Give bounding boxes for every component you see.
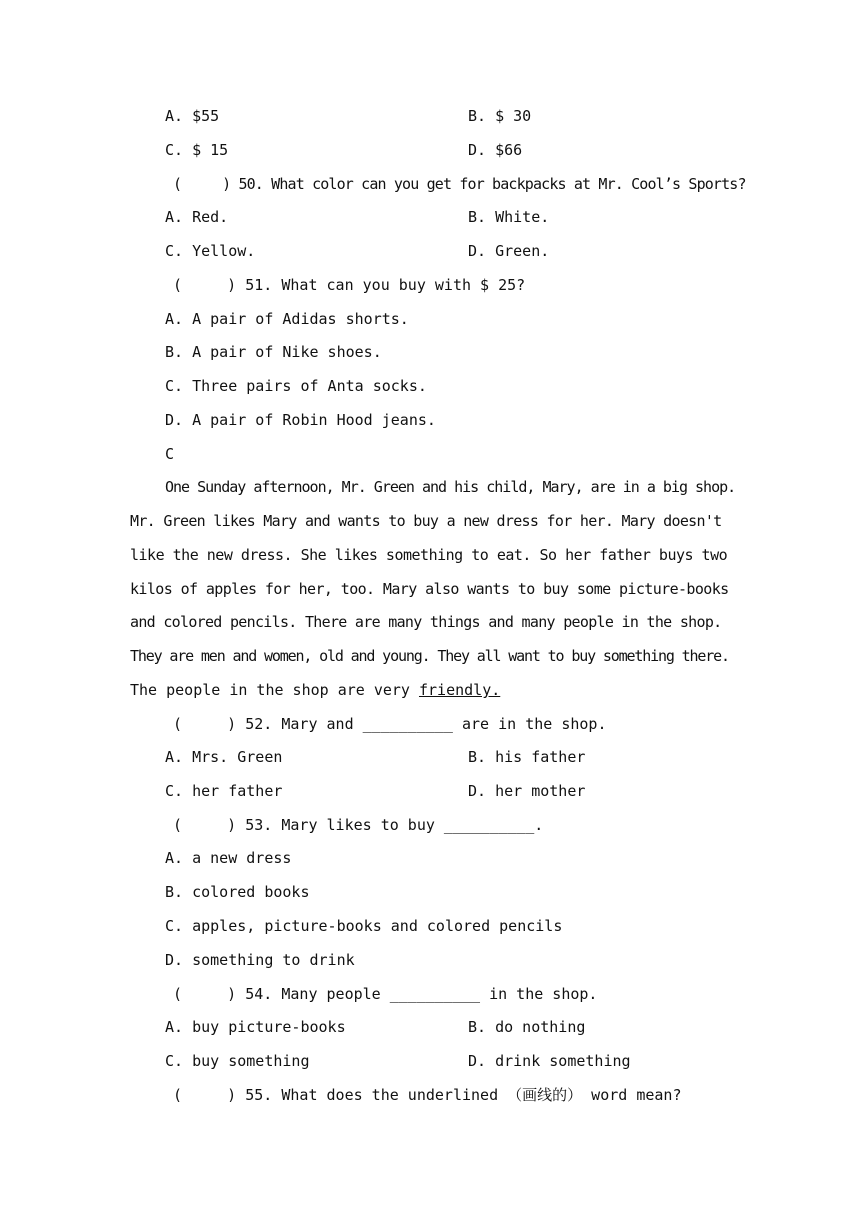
q53-question: ( ) 53. Mary likes to buy __________. [173, 816, 544, 834]
q52-option-b: B. his father [468, 748, 586, 766]
q53-option-d: D. something to drink [165, 951, 355, 969]
q53-option-b: B. colored books [165, 883, 310, 901]
q50-option-d: D. Green. [468, 242, 550, 260]
q51-option-b: B. A pair of Nike shoes. [165, 343, 382, 361]
q51-question: ( ) 51. What can you buy with $ 25? [173, 276, 526, 294]
q54-option-a: A. buy picture-books [165, 1018, 346, 1036]
q51-option-d: D. A pair of Robin Hood jeans. [165, 411, 436, 429]
passage-line-2: Mr. Green likes Mary and wants to buy a new dress for her. Mary doesn't [130, 512, 722, 530]
q49-option-a: A. $55 [165, 107, 220, 125]
section-c-label: C [165, 445, 175, 463]
passage-line-6: They are men and women, old and young. They all want to buy something there. [130, 647, 729, 665]
q51-option-a: A. A pair of Adidas shorts. [165, 310, 409, 328]
q53-option-a: A. a new dress [165, 849, 292, 867]
q49-option-d: D. $66 [468, 141, 523, 159]
q50-option-b: B. White. [468, 208, 550, 226]
passage-line-3: like the new dress. She likes something to eat. So her father buys two [130, 546, 728, 564]
q49-option-c: C. $ 15 [165, 141, 229, 159]
passage-line-7 [130, 681, 500, 699]
passage-line-1: One Sunday afternoon, Mr. Green and his child, Mary, are in a big shop. [165, 478, 736, 496]
passage-line-5: and colored pencils. There are many things and many people in the shop. [130, 613, 722, 631]
q52-question: ( ) 52. Mary and __________ are in the shop. [173, 715, 607, 733]
underlined-word: friendly. [418, 681, 501, 699]
q50-option-a: A. Red. [165, 208, 229, 226]
q52-option-d: D. her mother [468, 782, 586, 800]
q54-option-c: C. buy something [165, 1052, 310, 1070]
q53-option-c: C. apples, picture-books and colored pencils [165, 917, 563, 935]
passage-line-7-text: The people in the shop are very [130, 681, 419, 699]
q55-question: ( ) 55. What does the underlined （画线的） word mean? [173, 1086, 682, 1104]
q52-option-a: A. Mrs. Green [165, 748, 283, 766]
q52-option-c: C. her father [165, 782, 283, 800]
q49-option-b: B. $ 30 [468, 107, 532, 125]
q54-option-d: D. drink something [468, 1052, 631, 1070]
q51-option-c: C. Three pairs of Anta socks. [165, 377, 427, 395]
q50-option-c: C. Yellow. [165, 242, 256, 260]
q50-question: ( ) 50. What color can you get for backpacks at Mr. Cool’s Sports? [173, 175, 746, 193]
q54-option-b: B. do nothing [468, 1018, 586, 1036]
passage-line-4: kilos of apples for her, too. Mary also wants to buy some picture-books [130, 580, 729, 598]
q54-question: ( ) 54. Many people __________ in the shop. [173, 985, 598, 1003]
